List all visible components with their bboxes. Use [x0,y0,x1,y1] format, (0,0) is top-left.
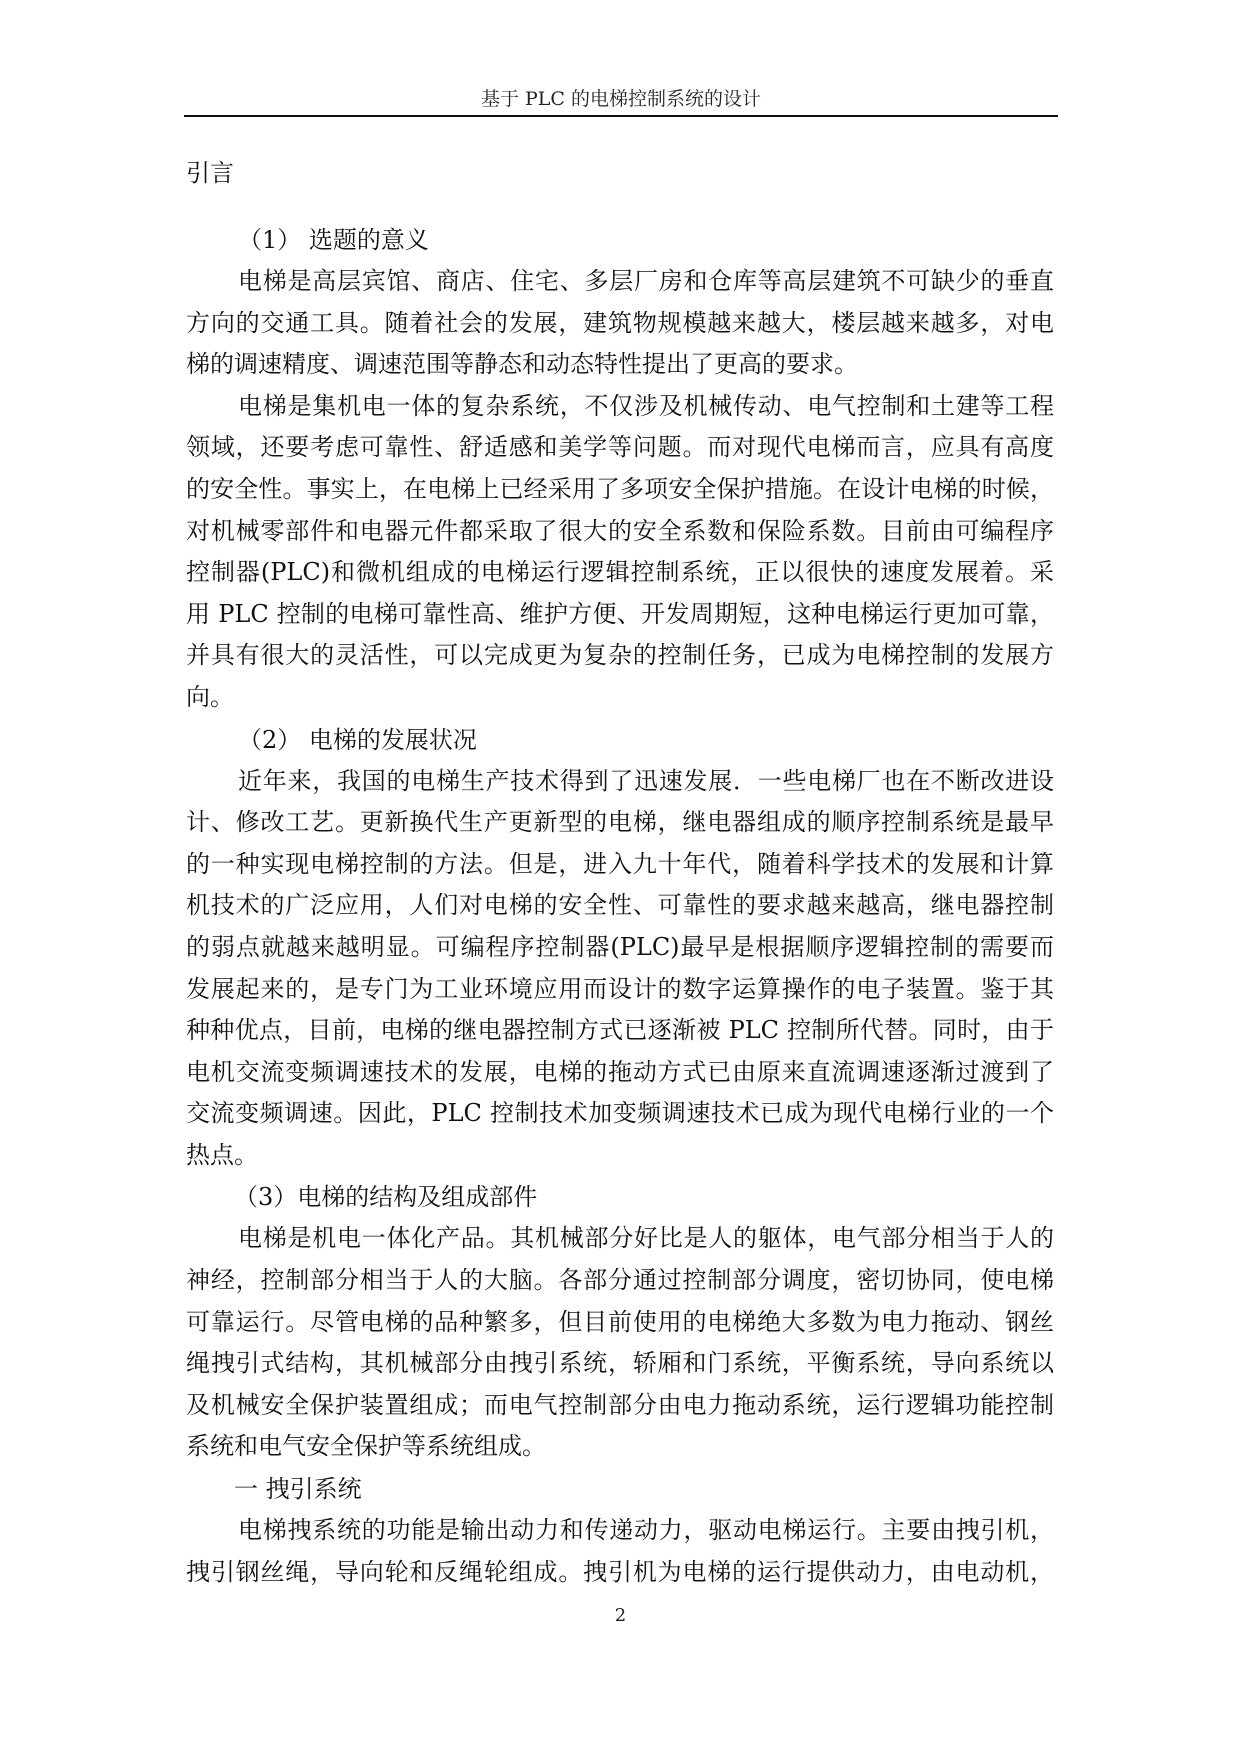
text-line: 梯的调速精度、调速范围等静态和动态特性提出了更高的要求。 [186,350,858,379]
text-line: 机技术的广泛应用，人们对电梯的安全性、可靠性的要求越来越高，继电器控制 [186,891,1054,920]
paragraph [186,1218,1054,1468]
text-line: 绳拽引式结构，其机械部分由拽引系统，轿厢和门系统，平衡系统，导向系统以 [186,1349,1054,1378]
header-rule [184,115,1058,117]
text-line: 向。 [186,682,234,711]
paragraph [186,261,1054,386]
text-line: 电梯拽系统的功能是输出动力和传递动力，驱动电梯运行。主要由拽引机， [238,1516,1054,1545]
text-line: 用 PLC 控制的电梯可靠性高、维护方便、开发周期短，这种电梯运行更加可靠， [186,599,1054,628]
section-title: 引言 [186,159,234,187]
text-line: 电梯是集机电一体的复杂系统，不仅涉及机械传动、电气控制和土建等工程 [238,391,1054,420]
text-line: 热点。 [186,1140,258,1169]
text-line: 拽引钢丝绳，导向轮和反绳轮组成。拽引机为电梯的运行提供动力，由电动机， [186,1557,1054,1586]
page-number: 2 [614,1605,627,1626]
text-line: 控制器(PLC)和微机组成的电梯运行逻辑控制系统，正以很快的速度发展着。采 [186,558,1054,587]
text-line: 神经，控制部分相当于人的大脑。各部分通过控制部分调度，密切协同，使电梯 [186,1266,1054,1295]
text-line: 近年来，我国的电梯生产技术得到了迅速发展．一些电梯厂也在不断改进设 [238,766,1054,795]
text-line: 的弱点就越来越明显。可编程序控制器(PLC)最早是根据顺序逻辑控制的需要而 [186,932,1054,961]
subsection-heading-1: （1） 选题的意义 [238,226,429,254]
document-body [186,152,1054,1593]
text-line: 计、修改工艺。更新换代生产更新型的电梯，继电器组成的顺序控制系统是最早 [186,808,1054,837]
subsection-heading-4: 一 拽引系统 [234,1475,362,1504]
paragraph [186,1510,1054,1593]
text-line: 系统和电气安全保护等系统组成。 [186,1432,546,1461]
text-line: 及机械安全保护装置组成；而电气控制部分由电力拖动系统，运行逻辑功能控制 [186,1390,1054,1419]
text-line: 的安全性。事实上，在电梯上已经采用了多项安全保护措施。在设计电梯的时候， [186,474,1054,503]
running-header: 基于 PLC 的电梯控制系统的设计 [480,88,762,110]
text-line: 种种优点，目前，电梯的继电器控制方式已逐渐被 PLC 控制所代替。同时，由于 [186,1016,1054,1045]
subsection-heading-3: （3）电梯的结构及组成部件 [234,1183,538,1212]
paragraph [186,761,1054,1177]
subsection-heading-2: （2） 电梯的发展状况 [238,725,477,754]
text-line: 对机械零部件和电器元件都采取了很大的安全系数和保险系数。目前由可编程序 [186,516,1054,545]
text-line: 并具有很大的灵活性，可以完成更为复杂的控制任务，已成为电梯控制的发展方 [186,641,1054,670]
paragraph [186,386,1054,719]
text-line: 可靠运行。尽管电梯的品种繁多，但目前使用的电梯绝大多数为电力拖动、钢丝 [186,1307,1054,1336]
text-line: 方向的交通工具。随着社会的发展，建筑物规模越来越大，楼层越来越多，对电 [186,308,1054,337]
text-line: 电梯是高层宾馆、商店、住宅、多层厂房和仓库等高层建筑不可缺少的垂直 [238,267,1054,295]
text-line: 发展起来的，是专门为工业环境应用而设计的数字运算操作的电子装置。鉴于其 [186,974,1054,1003]
text-line: 电梯是机电一体化产品。其机械部分好比是人的躯体，电气部分相当于人的 [238,1224,1054,1253]
text-line: 交流变频调速。因此，PLC 控制技术加变频调速技术已成为现代电梯行业的一个 [186,1099,1054,1128]
text-line: 的一种实现电梯控制的方法。但是，进入九十年代，随着科学技术的发展和计算 [186,849,1054,878]
text-line: 电机交流变频调速技术的发展，电梯的拖动方式已由原来直流调速逐渐过渡到了 [186,1057,1054,1086]
text-line: 领域，还要考虑可靠性、舒适感和美学等问题。而对现代电梯而言，应具有高度 [186,433,1054,462]
